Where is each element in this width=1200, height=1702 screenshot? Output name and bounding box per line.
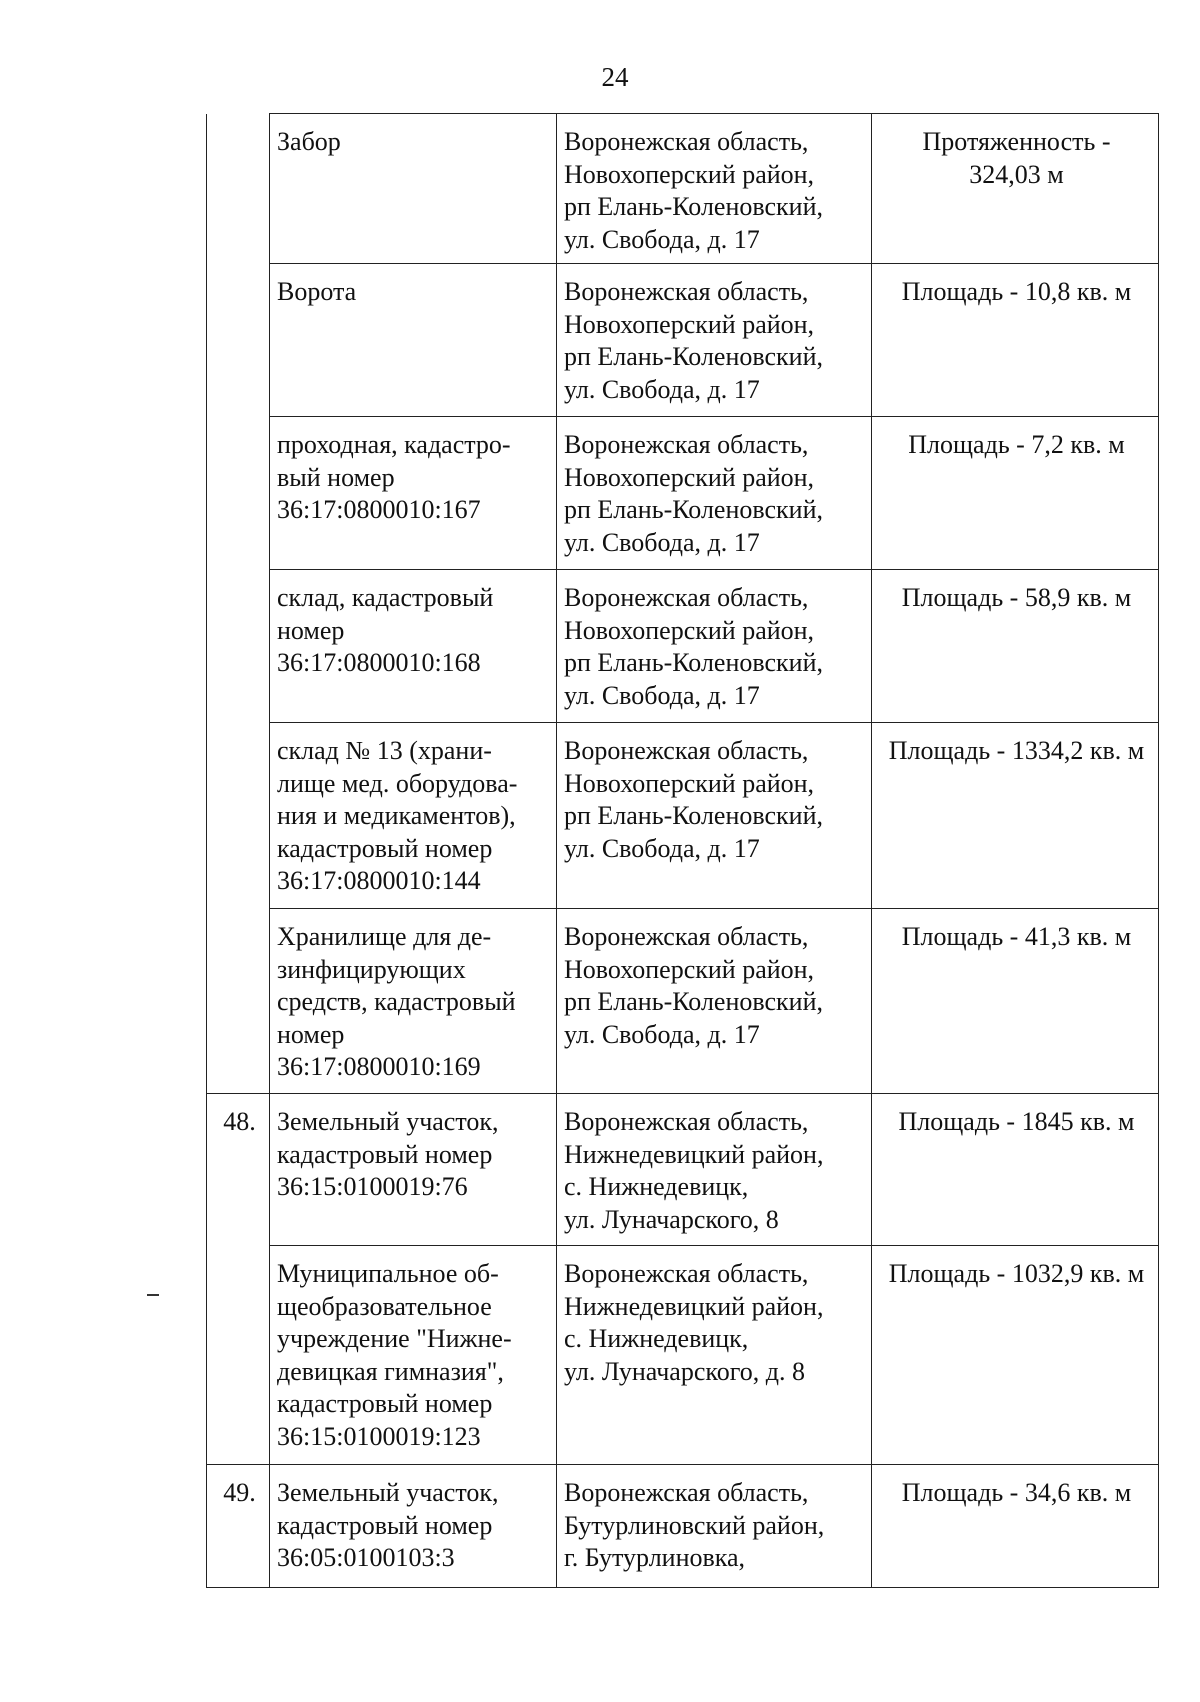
table-row	[207, 114, 1159, 264]
object-name-line: зинфицирующих	[277, 954, 466, 984]
address-line: ул. Свобода, д. 17	[564, 224, 760, 254]
address-line: ул. Свобода, д. 17	[564, 1019, 760, 1049]
address-cell	[557, 114, 872, 264]
address-line: Новохоперский район,	[564, 768, 815, 798]
address-line: Нижнедевицкий район,	[564, 1139, 824, 1169]
object-name-line: ния и медикаментов),	[277, 801, 516, 830]
object-name-cell	[270, 1246, 557, 1465]
table-row	[207, 1465, 1159, 1588]
measure-line: Площадь - 1845 кв. м	[898, 1107, 1135, 1136]
row-number-cell	[207, 417, 270, 570]
address-line: Воронежская область,	[564, 277, 809, 306]
measure-cell	[872, 570, 1159, 723]
address-line: Воронежская область,	[564, 583, 809, 612]
address-line: Нижнедевицкий район,	[564, 1291, 824, 1321]
measure-line: Площадь - 10,8 кв. м	[901, 277, 1132, 306]
address-line: ул. Свобода, д. 17	[564, 680, 760, 710]
address-line: Новохоперский район,	[564, 462, 815, 492]
table-row	[207, 417, 1159, 570]
address-line: Воронежская область,	[564, 1107, 809, 1136]
measure-line: Площадь - 7,2 кв. м	[908, 430, 1125, 459]
address-line: с. Нижнедевицк,	[564, 1324, 749, 1353]
object-name-line: Ворота	[277, 277, 357, 306]
measure-cell	[872, 114, 1159, 264]
object-name-line: Хранилище для де-	[277, 922, 492, 951]
object-name-line: кадастровый номер	[277, 1139, 493, 1169]
measure-cell	[872, 1465, 1159, 1588]
measure-line: Протяженность -	[922, 127, 1111, 156]
address-line: рп Елань-Коленовский,	[564, 495, 823, 524]
address-line: Воронежская область,	[564, 1259, 809, 1288]
object-name-line: кадастровый номер	[277, 1389, 493, 1418]
object-name-line: Забор	[277, 127, 341, 156]
object-name-line: 36:17:0800010:168	[277, 648, 481, 677]
object-name-cell	[270, 723, 557, 909]
address-line: Воронежская область,	[564, 127, 809, 156]
measure-line: Площадь - 41,3 кв. м	[901, 922, 1132, 951]
object-name-line: Муниципальное об-	[277, 1259, 499, 1288]
object-name-line: кадастровый номер	[277, 833, 493, 863]
measure-line: Площадь - 1032,9 кв. м	[888, 1259, 1145, 1288]
table-row	[207, 264, 1159, 417]
address-cell	[557, 417, 872, 570]
object-name-line: Земельный участок,	[277, 1107, 499, 1136]
object-name-line: склад № 13 (храни-	[277, 736, 492, 765]
row-number-cell	[207, 723, 270, 909]
address-cell	[557, 570, 872, 723]
row-number-cell	[207, 570, 270, 723]
measure-cell	[872, 723, 1159, 909]
object-name-line: кадастровый номер	[277, 1510, 493, 1540]
address-line: Воронежская область,	[564, 922, 809, 951]
object-name-cell	[270, 1094, 557, 1246]
address-line: рп Елань-Коленовский,	[564, 342, 823, 371]
property-table	[206, 113, 1159, 1588]
address-line: Бутурлиновский район,	[564, 1510, 825, 1540]
address-line: Воронежская область,	[564, 1478, 809, 1507]
object-name-cell	[270, 417, 557, 570]
object-name-line: 36:05:0100103:3	[277, 1543, 455, 1572]
address-line: ул. Луначарского, д. 8	[564, 1356, 805, 1386]
address-line: ул. Свобода, д. 17	[564, 833, 760, 863]
measure-line: Площадь - 1334,2 кв. м	[888, 736, 1145, 765]
object-name-line: проходная, кадастро-	[277, 430, 511, 459]
address-cell	[557, 1094, 872, 1246]
object-name-line: 36:17:0800010:169	[277, 1052, 481, 1081]
object-name-line: номер	[277, 615, 345, 645]
object-name-line: 36:17:0800010:144	[277, 866, 481, 895]
object-name-line: средств, кадастровый	[277, 987, 516, 1016]
object-name-line: 36:17:0800010:167	[277, 495, 481, 524]
measure-line: Площадь - 58,9 кв. м	[901, 583, 1132, 612]
measure-cell	[872, 1246, 1159, 1465]
margin-mark	[147, 1294, 159, 1296]
address-line: с. Нижнедевицк,	[564, 1172, 749, 1201]
address-line: рп Елань-Коленовский,	[564, 192, 823, 221]
object-name-cell	[270, 570, 557, 723]
object-name-line: 36:15:0100019:123	[277, 1421, 481, 1451]
table-row	[207, 1094, 1159, 1246]
object-name-line: щеобразовательное	[277, 1291, 492, 1321]
object-name-line: Земельный участок,	[277, 1478, 499, 1507]
object-name-line: вый номер	[277, 462, 395, 492]
table-row	[207, 723, 1159, 909]
object-name-line: лище мед. оборудова-	[277, 768, 518, 798]
address-line: ул. Луначарского, 8	[564, 1204, 779, 1234]
row-number-cell: 48.	[207, 1094, 270, 1246]
address-cell	[557, 909, 872, 1094]
row-number-cell	[207, 1246, 270, 1465]
address-line: Новохоперский район,	[564, 159, 815, 189]
row-number-cell	[207, 114, 270, 264]
measure-cell	[872, 417, 1159, 570]
object-name-line: 36:15:0100019:76	[277, 1172, 468, 1201]
measure-cell	[872, 1094, 1159, 1246]
object-name-line: номер	[277, 1019, 345, 1049]
measure-cell	[872, 264, 1159, 417]
page-number: 24	[601, 62, 629, 92]
object-name-line: склад, кадастровый	[277, 583, 494, 612]
address-cell	[557, 1246, 872, 1465]
address-line: ул. Свобода, д. 17	[564, 527, 760, 557]
object-name-cell	[270, 909, 557, 1094]
address-line: г. Бутурлиновка,	[564, 1543, 746, 1572]
property-table-body	[207, 114, 1159, 1588]
address-cell	[557, 1465, 872, 1588]
address-cell	[557, 723, 872, 909]
address-line: Новохоперский район,	[564, 309, 815, 339]
object-name-cell	[270, 114, 557, 264]
address-line: ул. Свобода, д. 17	[564, 374, 760, 404]
object-name-cell	[270, 1465, 557, 1588]
measure-line: Площадь - 34,6 кв. м	[901, 1478, 1132, 1507]
address-cell	[557, 264, 872, 417]
row-number-cell	[207, 264, 270, 417]
measure-cell	[872, 909, 1159, 1094]
address-line: Воронежская область,	[564, 736, 809, 765]
address-line: Новохоперский район,	[564, 615, 815, 645]
object-name-line: девицкая гимназия",	[277, 1356, 504, 1386]
object-name-cell	[270, 264, 557, 417]
address-line: рп Елань-Коленовский,	[564, 648, 823, 677]
object-name-line: учреждение "Нижне-	[277, 1324, 512, 1353]
table-row	[207, 909, 1159, 1094]
address-line: Воронежская область,	[564, 430, 809, 459]
table-row	[207, 1246, 1159, 1465]
row-number-cell	[207, 909, 270, 1094]
address-line: рп Елань-Коленовский,	[564, 987, 823, 1016]
row-number-cell: 49.	[207, 1465, 270, 1588]
measure-line: 324,03 м	[969, 159, 1064, 189]
address-line: рп Елань-Коленовский,	[564, 801, 823, 830]
table-row	[207, 570, 1159, 723]
address-line: Новохоперский район,	[564, 954, 815, 984]
